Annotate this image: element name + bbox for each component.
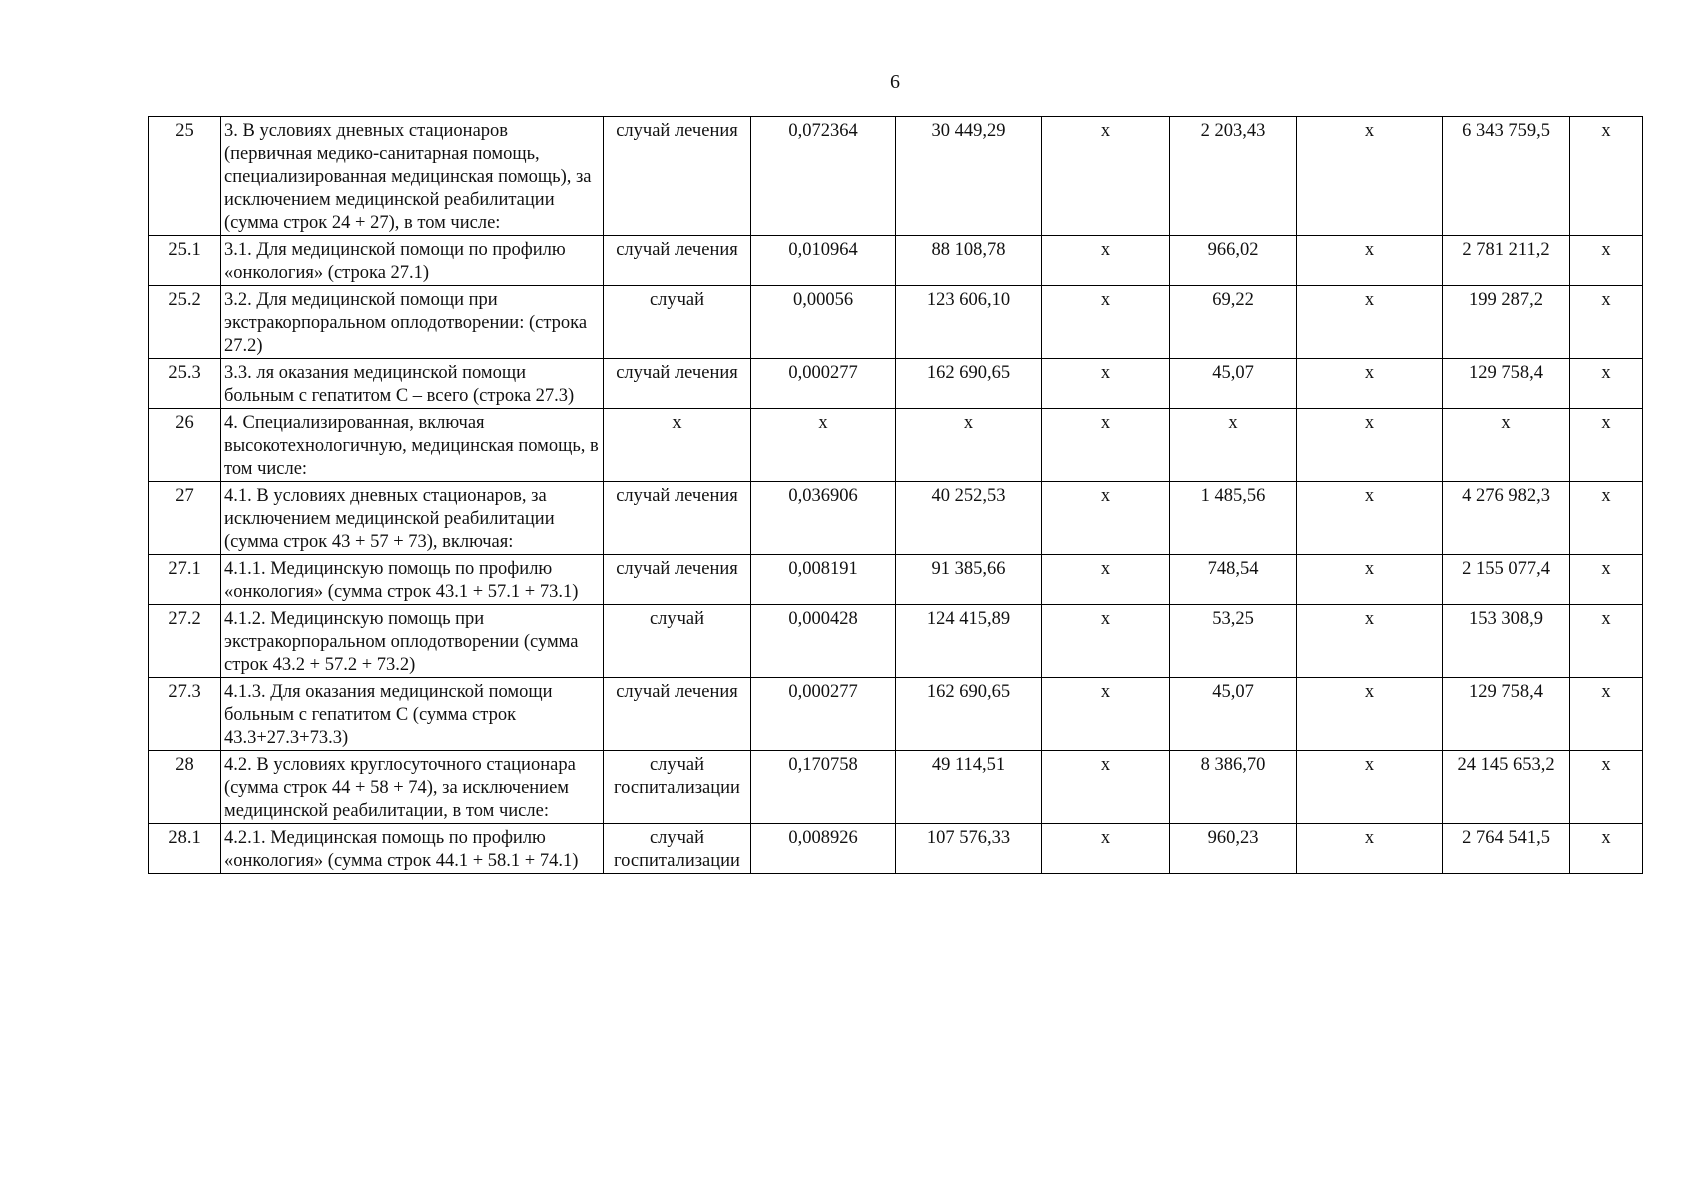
value-cell-5: х (1297, 751, 1443, 824)
value-cell-7: х (1570, 555, 1643, 605)
cost-norm-cell: 107 576,33 (896, 824, 1042, 874)
unit-cell: случай лечения (604, 236, 751, 286)
per-capita-cell: 748,54 (1170, 555, 1297, 605)
row-number-cell: 28 (149, 751, 221, 824)
volume-norm-cell: 0,00056 (751, 286, 896, 359)
total-cost-cell: 2 781 211,2 (1443, 236, 1570, 286)
value-cell-3: х (1042, 117, 1170, 236)
row-number-cell: 25.1 (149, 236, 221, 286)
row-number-cell: 25.2 (149, 286, 221, 359)
value-cell-3: х (1042, 678, 1170, 751)
per-capita-cell: 966,02 (1170, 236, 1297, 286)
value-cell-7: х (1570, 117, 1643, 236)
volume-norm-cell: 0,000277 (751, 359, 896, 409)
value-cell-3: х (1042, 605, 1170, 678)
unit-cell: случай лечения (604, 359, 751, 409)
row-name-cell: 4.1.2. Медицинскую помощь при экстракорпоральном оплодотворении (сумма строк 43.2 + 57.2 + 73.2) (221, 605, 604, 678)
value-cell-3: х (1042, 824, 1170, 874)
volume-norm-cell: 0,036906 (751, 482, 896, 555)
value-cell-5: х (1297, 236, 1443, 286)
row-name-cell: 3. В условиях дневных стационаров (первичная медико-санитарная помощь, специализированная медицинская помощь), за исключением медицинской реабилитации (сумма строк 24 + 27), в том числе: (221, 117, 604, 236)
value-cell-3: х (1042, 236, 1170, 286)
per-capita-cell: 45,07 (1170, 359, 1297, 409)
total-cost-cell: 199 287,2 (1443, 286, 1570, 359)
volume-norm-cell: х (751, 409, 896, 482)
row-number-cell: 27 (149, 482, 221, 555)
value-cell-3: х (1042, 359, 1170, 409)
cost-norm-cell: 91 385,66 (896, 555, 1042, 605)
row-name-cell: 4.1.1. Медицинскую помощь по профилю «онкология» (сумма строк 43.1 + 57.1 + 73.1) (221, 555, 604, 605)
row-name-cell: 4.1. В условиях дневных стационаров, за исключением медицинской реабилитации (сумма строк 43 + 57 + 73), включая: (221, 482, 604, 555)
cost-norm-cell: 30 449,29 (896, 117, 1042, 236)
volume-norm-cell: 0,072364 (751, 117, 896, 236)
unit-cell: случай госпитализации (604, 824, 751, 874)
table-row (149, 359, 1643, 409)
total-cost-cell: 129 758,4 (1443, 678, 1570, 751)
value-cell-3: х (1042, 286, 1170, 359)
per-capita-cell: 45,07 (1170, 678, 1297, 751)
row-name-cell: 4.2.1. Медицинская помощь по профилю «онкология» (сумма строк 44.1 + 58.1 + 74.1) (221, 824, 604, 874)
total-cost-cell: х (1443, 409, 1570, 482)
table-row (149, 555, 1643, 605)
row-name-cell: 4. Специализированная, включая высокотехнологичную, медицинская помощь, в том числе: (221, 409, 604, 482)
total-cost-cell: 129 758,4 (1443, 359, 1570, 409)
data-table (148, 116, 1643, 874)
total-cost-cell: 153 308,9 (1443, 605, 1570, 678)
value-cell-5: х (1297, 409, 1443, 482)
volume-norm-cell: 0,010964 (751, 236, 896, 286)
per-capita-cell: 53,25 (1170, 605, 1297, 678)
value-cell-7: х (1570, 751, 1643, 824)
table-row (149, 605, 1643, 678)
per-capita-cell: 8 386,70 (1170, 751, 1297, 824)
row-number-cell: 25 (149, 117, 221, 236)
value-cell-7: х (1570, 482, 1643, 555)
total-cost-cell: 24 145 653,2 (1443, 751, 1570, 824)
table-row (149, 824, 1643, 874)
value-cell-5: х (1297, 359, 1443, 409)
row-name-cell: 4.2. В условиях круглосуточного стационара (сумма строк 44 + 58 + 74), за исключением медицинской реабилитации, в том числе: (221, 751, 604, 824)
cost-norm-cell: 88 108,78 (896, 236, 1042, 286)
value-cell-5: х (1297, 482, 1443, 555)
table-row (149, 751, 1643, 824)
row-number-cell: 27.2 (149, 605, 221, 678)
value-cell-5: х (1297, 286, 1443, 359)
value-cell-7: х (1570, 678, 1643, 751)
value-cell-5: х (1297, 555, 1443, 605)
value-cell-7: х (1570, 236, 1643, 286)
volume-norm-cell: 0,170758 (751, 751, 896, 824)
page-number: 6 (890, 71, 900, 93)
per-capita-cell: х (1170, 409, 1297, 482)
table-row (149, 409, 1643, 482)
cost-norm-cell: 124 415,89 (896, 605, 1042, 678)
unit-cell: случай лечения (604, 482, 751, 555)
value-cell-7: х (1570, 824, 1643, 874)
row-name-cell: 3.2. Для медицинской помощи при экстракорпоральном оплодотворении: (строка 27.2) (221, 286, 604, 359)
unit-cell: случай лечения (604, 678, 751, 751)
row-number-cell: 28.1 (149, 824, 221, 874)
per-capita-cell: 69,22 (1170, 286, 1297, 359)
cost-norm-cell: 162 690,65 (896, 678, 1042, 751)
volume-norm-cell: 0,008191 (751, 555, 896, 605)
unit-cell: случай (604, 605, 751, 678)
table-row (149, 236, 1643, 286)
volume-norm-cell: 0,000428 (751, 605, 896, 678)
row-number-cell: 26 (149, 409, 221, 482)
unit-cell: случай лечения (604, 555, 751, 605)
value-cell-3: х (1042, 409, 1170, 482)
row-number-cell: 27.3 (149, 678, 221, 751)
volume-norm-cell: 0,008926 (751, 824, 896, 874)
cost-norm-cell: 162 690,65 (896, 359, 1042, 409)
table-row (149, 117, 1643, 236)
per-capita-cell: 2 203,43 (1170, 117, 1297, 236)
row-number-cell: 27.1 (149, 555, 221, 605)
row-name-cell: 3.1. Для медицинской помощи по профилю «онкология» (строка 27.1) (221, 236, 604, 286)
unit-cell: х (604, 409, 751, 482)
value-cell-5: х (1297, 117, 1443, 236)
value-cell-3: х (1042, 482, 1170, 555)
cost-norm-cell: х (896, 409, 1042, 482)
value-cell-7: х (1570, 286, 1643, 359)
row-name-cell: 3.3. ля оказания медицинской помощи больным с гепатитом С – всего (строка 27.3) (221, 359, 604, 409)
row-number-cell: 25.3 (149, 359, 221, 409)
total-cost-cell: 6 343 759,5 (1443, 117, 1570, 236)
unit-cell: случай госпитализации (604, 751, 751, 824)
table-row (149, 482, 1643, 555)
volume-norm-cell: 0,000277 (751, 678, 896, 751)
total-cost-cell: 2 764 541,5 (1443, 824, 1570, 874)
value-cell-5: х (1297, 605, 1443, 678)
cost-norm-cell: 49 114,51 (896, 751, 1042, 824)
table-row (149, 678, 1643, 751)
cost-norm-cell: 123 606,10 (896, 286, 1042, 359)
cost-norm-cell: 40 252,53 (896, 482, 1042, 555)
total-cost-cell: 4 276 982,3 (1443, 482, 1570, 555)
per-capita-cell: 960,23 (1170, 824, 1297, 874)
value-cell-7: х (1570, 605, 1643, 678)
value-cell-7: х (1570, 359, 1643, 409)
value-cell-7: х (1570, 409, 1643, 482)
row-name-cell: 4.1.3. Для оказания медицинской помощи больным с гепатитом С (сумма строк 43.3+27.3+73.3) (221, 678, 604, 751)
table-row (149, 286, 1643, 359)
per-capita-cell: 1 485,56 (1170, 482, 1297, 555)
value-cell-3: х (1042, 555, 1170, 605)
total-cost-cell: 2 155 077,4 (1443, 555, 1570, 605)
value-cell-5: х (1297, 678, 1443, 751)
unit-cell: случай (604, 286, 751, 359)
value-cell-5: х (1297, 824, 1443, 874)
value-cell-3: х (1042, 751, 1170, 824)
unit-cell: случай лечения (604, 117, 751, 236)
